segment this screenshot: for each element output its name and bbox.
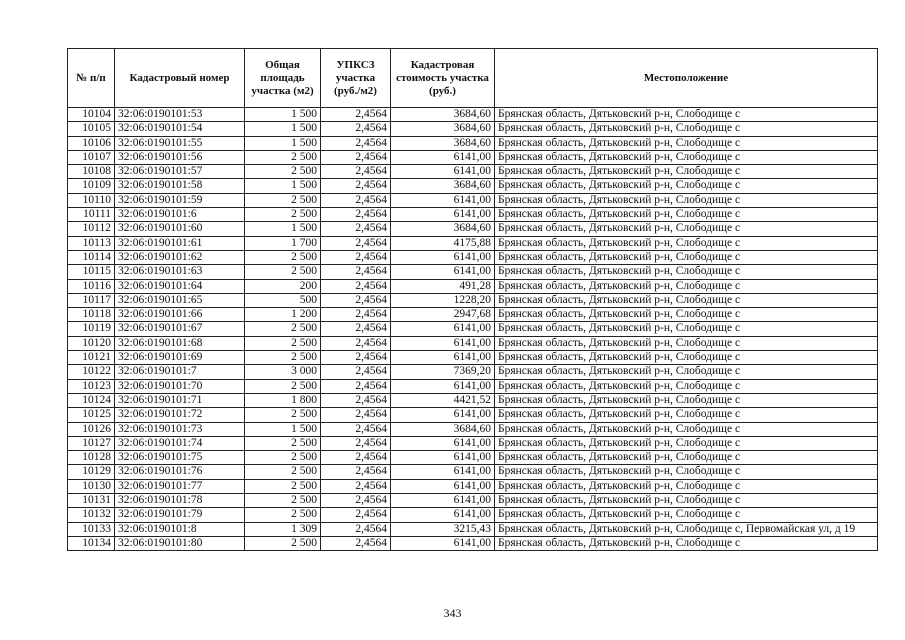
upks: 2,4564 <box>321 136 391 150</box>
upks: 2,4564 <box>321 265 391 279</box>
cadastral-cost: 6141,00 <box>391 479 495 493</box>
area: 2 500 <box>245 436 321 450</box>
cadastral-cost: 6141,00 <box>391 436 495 450</box>
cadastral-cost: 2947,68 <box>391 308 495 322</box>
cadastral-cost: 6141,00 <box>391 322 495 336</box>
row-number: 10116 <box>68 279 115 293</box>
row-number: 10113 <box>68 236 115 250</box>
cadastral-number: 32:06:0190101:62 <box>115 250 245 264</box>
location: Брянская область, Дятьковский р-н, Слободище с <box>495 322 878 336</box>
table-row <box>68 436 878 450</box>
upks: 2,4564 <box>321 365 391 379</box>
row-number: 10125 <box>68 408 115 422</box>
upks: 2,4564 <box>321 479 391 493</box>
table-row <box>68 508 878 522</box>
table-row <box>68 279 878 293</box>
location: Брянская область, Дятьковский р-н, Слободище с <box>495 436 878 450</box>
location: Брянская область, Дятьковский р-н, Слободище с <box>495 193 878 207</box>
cadastral-cost: 3684,60 <box>391 422 495 436</box>
location: Брянская область, Дятьковский р-н, Слободище с <box>495 265 878 279</box>
area: 1 500 <box>245 136 321 150</box>
cadastral-cost: 3684,60 <box>391 136 495 150</box>
location: Брянская область, Дятьковский р-н, Слободище с <box>495 536 878 550</box>
location: Брянская область, Дятьковский р-н, Слободище с <box>495 136 878 150</box>
table-row <box>68 179 878 193</box>
location: Брянская область, Дятьковский р-н, Слободище с <box>495 508 878 522</box>
cadastral-number: 32:06:0190101:75 <box>115 451 245 465</box>
table-row <box>68 150 878 164</box>
page-number: 343 <box>443 606 462 620</box>
table-row <box>68 422 878 436</box>
upks: 2,4564 <box>321 293 391 307</box>
row-number: 10121 <box>68 351 115 365</box>
location: Брянская область, Дятьковский р-н, Слободище с <box>495 408 878 422</box>
cadastral-cost: 6141,00 <box>391 336 495 350</box>
row-number: 10115 <box>68 265 115 279</box>
row-number: 10107 <box>68 150 115 164</box>
cadastral-number: 32:06:0190101:74 <box>115 436 245 450</box>
cadastral-cost: 3684,60 <box>391 122 495 136</box>
header-cadastral-number: Кадастровый номер <box>115 49 245 108</box>
location: Брянская область, Дятьковский р-н, Слободище с, Первомайская ул, д 19 <box>495 522 878 536</box>
table-row <box>68 465 878 479</box>
area: 2 500 <box>245 322 321 336</box>
location: Брянская область, Дятьковский р-н, Слободище с <box>495 222 878 236</box>
upks: 2,4564 <box>321 122 391 136</box>
cadastral-number: 32:06:0190101:72 <box>115 408 245 422</box>
upks: 2,4564 <box>321 308 391 322</box>
row-number: 10123 <box>68 379 115 393</box>
row-number: 10127 <box>68 436 115 450</box>
cadastral-cost: 6141,00 <box>391 165 495 179</box>
area: 2 500 <box>245 451 321 465</box>
cadastral-number: 32:06:0190101:53 <box>115 108 245 122</box>
row-number: 10109 <box>68 179 115 193</box>
table-row <box>68 222 878 236</box>
upks: 2,4564 <box>321 150 391 164</box>
cadastral-number: 32:06:0190101:73 <box>115 422 245 436</box>
cadastral-cost: 6141,00 <box>391 351 495 365</box>
row-number: 10120 <box>68 336 115 350</box>
cadastral-cost: 3215,43 <box>391 522 495 536</box>
row-number: 10130 <box>68 479 115 493</box>
area: 500 <box>245 293 321 307</box>
upks: 2,4564 <box>321 322 391 336</box>
table-row <box>68 122 878 136</box>
area: 2 500 <box>245 479 321 493</box>
cadastral-cost: 6141,00 <box>391 451 495 465</box>
upks: 2,4564 <box>321 393 391 407</box>
location: Брянская область, Дятьковский р-н, Слободище с <box>495 236 878 250</box>
area: 1 200 <box>245 308 321 322</box>
location: Брянская область, Дятьковский р-н, Слободище с <box>495 379 878 393</box>
upks: 2,4564 <box>321 494 391 508</box>
location: Брянская область, Дятьковский р-н, Слободище с <box>495 165 878 179</box>
location: Брянская область, Дятьковский р-н, Слободище с <box>495 122 878 136</box>
table-row <box>68 136 878 150</box>
table-row <box>68 451 878 465</box>
cadastral-cost: 3684,60 <box>391 222 495 236</box>
location: Брянская область, Дятьковский р-н, Слободище с <box>495 336 878 350</box>
area: 2 500 <box>245 536 321 550</box>
cadastral-number: 32:06:0190101:65 <box>115 293 245 307</box>
cadastral-table <box>67 48 878 551</box>
area: 2 500 <box>245 336 321 350</box>
table-row <box>68 193 878 207</box>
table-row <box>68 165 878 179</box>
table-row <box>68 250 878 264</box>
cadastral-number: 32:06:0190101:71 <box>115 393 245 407</box>
cadastral-cost: 6141,00 <box>391 408 495 422</box>
location: Брянская область, Дятьковский р-н, Слободище с <box>495 179 878 193</box>
area: 2 500 <box>245 408 321 422</box>
location: Брянская область, Дятьковский р-н, Слободище с <box>495 308 878 322</box>
location: Брянская область, Дятьковский р-н, Слободище с <box>495 279 878 293</box>
area: 1 309 <box>245 522 321 536</box>
upks: 2,4564 <box>321 408 391 422</box>
cadastral-number: 32:06:0190101:64 <box>115 279 245 293</box>
cadastral-cost: 6141,00 <box>391 536 495 550</box>
cadastral-number: 32:06:0190101:6 <box>115 208 245 222</box>
cadastral-cost: 6141,00 <box>391 150 495 164</box>
table-row <box>68 293 878 307</box>
table-row <box>68 336 878 350</box>
area: 1 500 <box>245 108 321 122</box>
table-row <box>68 379 878 393</box>
row-number: 10118 <box>68 308 115 322</box>
header-row <box>68 49 878 108</box>
row-number: 10111 <box>68 208 115 222</box>
row-number: 10124 <box>68 393 115 407</box>
cadastral-cost: 6141,00 <box>391 193 495 207</box>
upks: 2,4564 <box>321 451 391 465</box>
row-number: 10105 <box>68 122 115 136</box>
table-row <box>68 536 878 550</box>
location: Брянская область, Дятьковский р-н, Слободище с <box>495 150 878 164</box>
cadastral-number: 32:06:0190101:8 <box>115 522 245 536</box>
row-number: 10133 <box>68 522 115 536</box>
table-row <box>68 408 878 422</box>
upks: 2,4564 <box>321 108 391 122</box>
location: Брянская область, Дятьковский р-н, Слободище с <box>495 422 878 436</box>
upks: 2,4564 <box>321 165 391 179</box>
row-number: 10119 <box>68 322 115 336</box>
area: 2 500 <box>245 150 321 164</box>
upks: 2,4564 <box>321 193 391 207</box>
table-row <box>68 393 878 407</box>
table-row <box>68 208 878 222</box>
row-number: 10110 <box>68 193 115 207</box>
cadastral-number: 32:06:0190101:56 <box>115 150 245 164</box>
cadastral-number: 32:06:0190101:58 <box>115 179 245 193</box>
upks: 2,4564 <box>321 436 391 450</box>
cadastral-number: 32:06:0190101:66 <box>115 308 245 322</box>
location: Брянская область, Дятьковский р-н, Слободище с <box>495 479 878 493</box>
cadastral-cost: 6141,00 <box>391 465 495 479</box>
cadastral-cost: 6141,00 <box>391 208 495 222</box>
row-number: 10104 <box>68 108 115 122</box>
area: 3 000 <box>245 365 321 379</box>
cadastral-cost: 4175,88 <box>391 236 495 250</box>
cadastral-cost: 3684,60 <box>391 179 495 193</box>
row-number: 10117 <box>68 293 115 307</box>
cadastral-number: 32:06:0190101:69 <box>115 351 245 365</box>
cadastral-number: 32:06:0190101:63 <box>115 265 245 279</box>
row-number: 10126 <box>68 422 115 436</box>
cadastral-number: 32:06:0190101:55 <box>115 136 245 150</box>
area: 1 500 <box>245 122 321 136</box>
area: 2 500 <box>245 465 321 479</box>
cadastral-number: 32:06:0190101:78 <box>115 494 245 508</box>
location: Брянская область, Дятьковский р-н, Слободище с <box>495 351 878 365</box>
cadastral-number: 32:06:0190101:67 <box>115 322 245 336</box>
row-number: 10129 <box>68 465 115 479</box>
cadastral-number: 32:06:0190101:7 <box>115 365 245 379</box>
row-number: 10112 <box>68 222 115 236</box>
location: Брянская область, Дятьковский р-н, Слободище с <box>495 465 878 479</box>
location: Брянская область, Дятьковский р-н, Слободище с <box>495 494 878 508</box>
area: 2 500 <box>245 508 321 522</box>
row-number: 10132 <box>68 508 115 522</box>
cadastral-cost: 7369,20 <box>391 365 495 379</box>
area: 2 500 <box>245 265 321 279</box>
table-row <box>68 108 878 122</box>
upks: 2,4564 <box>321 465 391 479</box>
upks: 2,4564 <box>321 522 391 536</box>
header-area: Общая площадь участка (м2) <box>245 49 321 108</box>
upks: 2,4564 <box>321 351 391 365</box>
location: Брянская область, Дятьковский р-н, Слободище с <box>495 293 878 307</box>
cadastral-number: 32:06:0190101:54 <box>115 122 245 136</box>
row-number: 10128 <box>68 451 115 465</box>
area: 1 700 <box>245 236 321 250</box>
cadastral-cost: 6141,00 <box>391 494 495 508</box>
cadastral-number: 32:06:0190101:61 <box>115 236 245 250</box>
table-row <box>68 236 878 250</box>
table-row <box>68 494 878 508</box>
area: 2 500 <box>245 379 321 393</box>
area: 1 500 <box>245 179 321 193</box>
upks: 2,4564 <box>321 236 391 250</box>
upks: 2,4564 <box>321 279 391 293</box>
table-row <box>68 522 878 536</box>
header-cost: Кадастровая стоимость участка (руб.) <box>391 49 495 108</box>
table-row <box>68 265 878 279</box>
location: Брянская область, Дятьковский р-н, Слободище с <box>495 393 878 407</box>
location: Брянская область, Дятьковский р-н, Слободище с <box>495 250 878 264</box>
table-row <box>68 351 878 365</box>
table-row <box>68 479 878 493</box>
row-number: 10131 <box>68 494 115 508</box>
cadastral-number: 32:06:0190101:77 <box>115 479 245 493</box>
cadastral-number: 32:06:0190101:68 <box>115 336 245 350</box>
table-row <box>68 322 878 336</box>
table-row <box>68 365 878 379</box>
area: 2 500 <box>245 193 321 207</box>
upks: 2,4564 <box>321 222 391 236</box>
area: 1 800 <box>245 393 321 407</box>
area: 2 500 <box>245 351 321 365</box>
table-row <box>68 308 878 322</box>
upks: 2,4564 <box>321 179 391 193</box>
area: 1 500 <box>245 422 321 436</box>
cadastral-number: 32:06:0190101:59 <box>115 193 245 207</box>
area: 2 500 <box>245 208 321 222</box>
upks: 2,4564 <box>321 336 391 350</box>
row-number: 10122 <box>68 365 115 379</box>
area: 2 500 <box>245 250 321 264</box>
upks: 2,4564 <box>321 379 391 393</box>
upks: 2,4564 <box>321 536 391 550</box>
cadastral-cost: 3684,60 <box>391 108 495 122</box>
cadastral-cost: 1228,20 <box>391 293 495 307</box>
cadastral-cost: 4421,52 <box>391 393 495 407</box>
row-number: 10114 <box>68 250 115 264</box>
cadastral-cost: 491,28 <box>391 279 495 293</box>
upks: 2,4564 <box>321 208 391 222</box>
cadastral-cost: 6141,00 <box>391 265 495 279</box>
cadastral-cost: 6141,00 <box>391 250 495 264</box>
cadastral-cost: 6141,00 <box>391 379 495 393</box>
location: Брянская область, Дятьковский р-н, Слободище с <box>495 451 878 465</box>
header-upks: УПКСЗ участка (руб./м2) <box>321 49 391 108</box>
location: Брянская область, Дятьковский р-н, Слободище с <box>495 208 878 222</box>
row-number: 10134 <box>68 536 115 550</box>
area: 200 <box>245 279 321 293</box>
location: Брянская область, Дятьковский р-н, Слободище с <box>495 108 878 122</box>
cadastral-number: 32:06:0190101:70 <box>115 379 245 393</box>
area: 2 500 <box>245 494 321 508</box>
area: 2 500 <box>245 165 321 179</box>
location: Брянская область, Дятьковский р-н, Слободище с <box>495 365 878 379</box>
header-num: № п/п <box>68 49 115 108</box>
upks: 2,4564 <box>321 250 391 264</box>
area: 1 500 <box>245 222 321 236</box>
cadastral-number: 32:06:0190101:76 <box>115 465 245 479</box>
header-location: Местоположение <box>495 49 878 108</box>
row-number: 10108 <box>68 165 115 179</box>
cadastral-number: 32:06:0190101:60 <box>115 222 245 236</box>
upks: 2,4564 <box>321 422 391 436</box>
row-number: 10106 <box>68 136 115 150</box>
cadastral-cost: 6141,00 <box>391 508 495 522</box>
upks: 2,4564 <box>321 508 391 522</box>
cadastral-number: 32:06:0190101:80 <box>115 536 245 550</box>
cadastral-number: 32:06:0190101:57 <box>115 165 245 179</box>
cadastral-number: 32:06:0190101:79 <box>115 508 245 522</box>
